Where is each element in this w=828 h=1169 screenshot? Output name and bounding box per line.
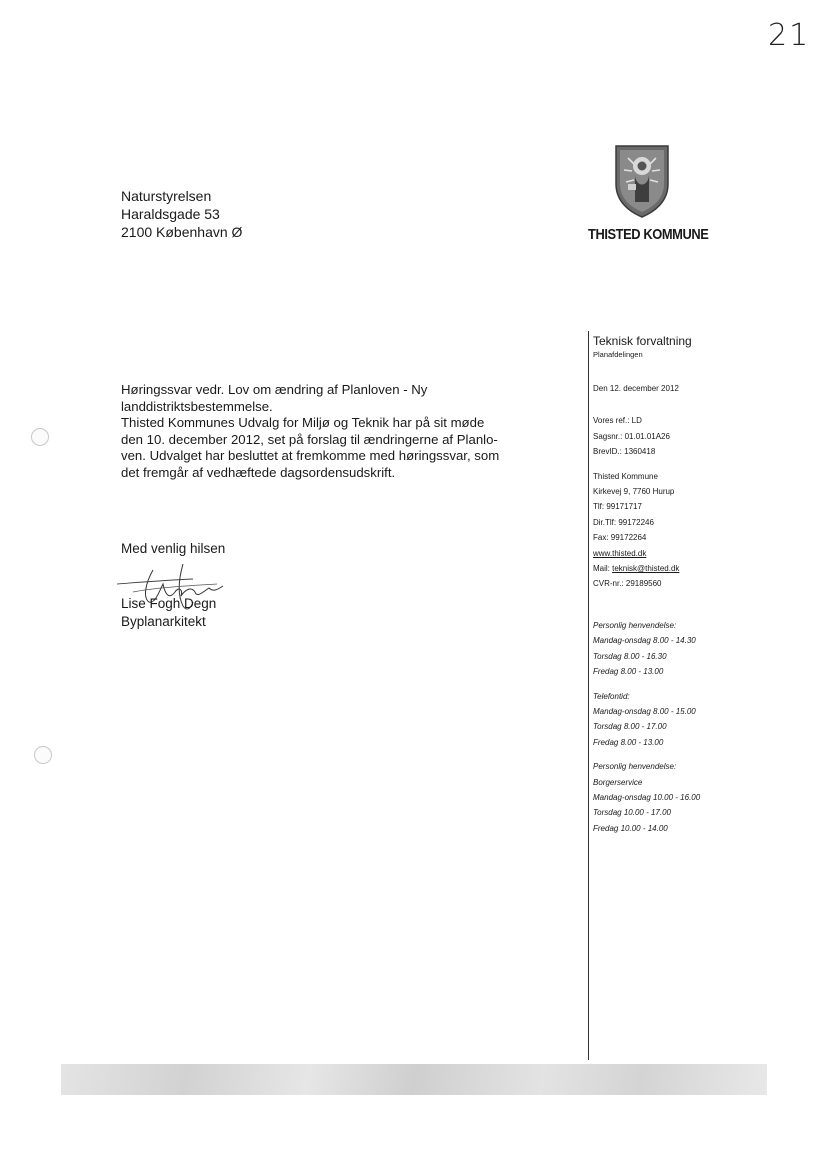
hours-heading: Personlig henvendelse: <box>593 762 677 772</box>
sender-info-sidebar <box>593 333 813 836</box>
hours-line: Fredag 8.00 - 13.00 <box>593 737 664 747</box>
email-link[interactable]: teknisk@thisted.dk <box>612 564 680 574</box>
punch-hole <box>34 746 52 764</box>
hours-line: Mandag-onsdag 8.00 - 14.30 <box>593 636 696 646</box>
signer-name: Lise Fogh Degn <box>121 596 217 611</box>
opening-hours-personal <box>593 618 813 680</box>
subject-line: Høringssvar vedr. Lov om ændring af Planloven - Ny <box>121 382 428 397</box>
subdepartment-name: Planafdelingen <box>593 350 643 359</box>
contact-phone: Tlf: 99171717 <box>593 502 642 512</box>
hours-line: Borgerservice <box>593 777 643 787</box>
municipality-name-logo: THISTED KOMMUNE <box>588 226 709 243</box>
contact-fax: Fax: 99172264 <box>593 533 647 543</box>
hours-heading: Personlig henvendelse: <box>593 620 677 630</box>
recipient-address <box>121 187 242 241</box>
hours-line: Torsdag 10.00 - 17.00 <box>593 808 671 818</box>
closing-salutation: Med venlig hilsen <box>121 541 226 556</box>
contact-direct-phone: Dir.Tlf: 99172246 <box>593 517 654 527</box>
recipient-name: Naturstyrelsen <box>121 188 212 204</box>
punch-hole <box>31 428 49 446</box>
body-line: Thisted Kommunes Udvalg for Miljø og Teknik har på sit møde <box>121 415 485 431</box>
department-name: Teknisk forvaltning <box>593 334 692 348</box>
recipient-city: 2100 København Ø <box>121 224 243 240</box>
contact-address: Kirkevej 9, 7760 Hurup <box>593 487 675 497</box>
hours-line: Mandag-onsdag 10.00 - 16.00 <box>593 792 701 802</box>
case-number: Sagsnr.: 01.01.01A26 <box>593 431 670 441</box>
letter-body <box>121 382 567 482</box>
letter-date: Den 12. december 2012 <box>593 384 679 393</box>
mail-label: Mail: <box>593 564 613 574</box>
contact-name: Thisted Kommune <box>593 471 658 481</box>
footer-decorative-band <box>61 1064 767 1095</box>
opening-hours-phone <box>593 689 813 751</box>
body-line: det fremgår af vedhæftede dagsordensudskrift. <box>121 464 396 480</box>
recipient-street: Haraldsgade 53 <box>121 206 220 222</box>
handwritten-page-number: 21 <box>768 18 811 53</box>
hours-heading: Telefontid: <box>593 691 630 701</box>
hours-line: Torsdag 8.00 - 16.30 <box>593 651 667 661</box>
signer-title: Byplanarkitekt <box>121 614 206 629</box>
subject-line: landdistriktsbestemmelse. <box>121 398 273 414</box>
municipal-coat-of-arms-logo <box>614 144 670 218</box>
hours-line: Torsdag 8.00 - 17.00 <box>593 722 667 732</box>
body-line: den 10. december 2012, set på forslag til ændringerne af Planlo- <box>121 431 498 447</box>
sidebar-divider <box>588 331 589 1060</box>
letter-id: BrevID.: 1360418 <box>593 447 656 457</box>
hours-line: Mandag-onsdag 8.00 - 15.00 <box>593 706 696 716</box>
website-link[interactable]: www.thisted.dk <box>593 548 647 558</box>
cvr-number: CVR-nr.: 29189560 <box>593 579 662 589</box>
opening-hours-citizen-service <box>593 759 813 836</box>
hours-line: Fredag 10.00 - 14.00 <box>593 823 668 833</box>
body-line: ven. Udvalget har besluttet at fremkomme med høringssvar, som <box>121 448 500 464</box>
contact-mail <box>593 561 813 576</box>
hours-line: Fredag 8.00 - 13.00 <box>593 667 664 677</box>
reference-line: Vores ref.: LD <box>593 416 642 426</box>
